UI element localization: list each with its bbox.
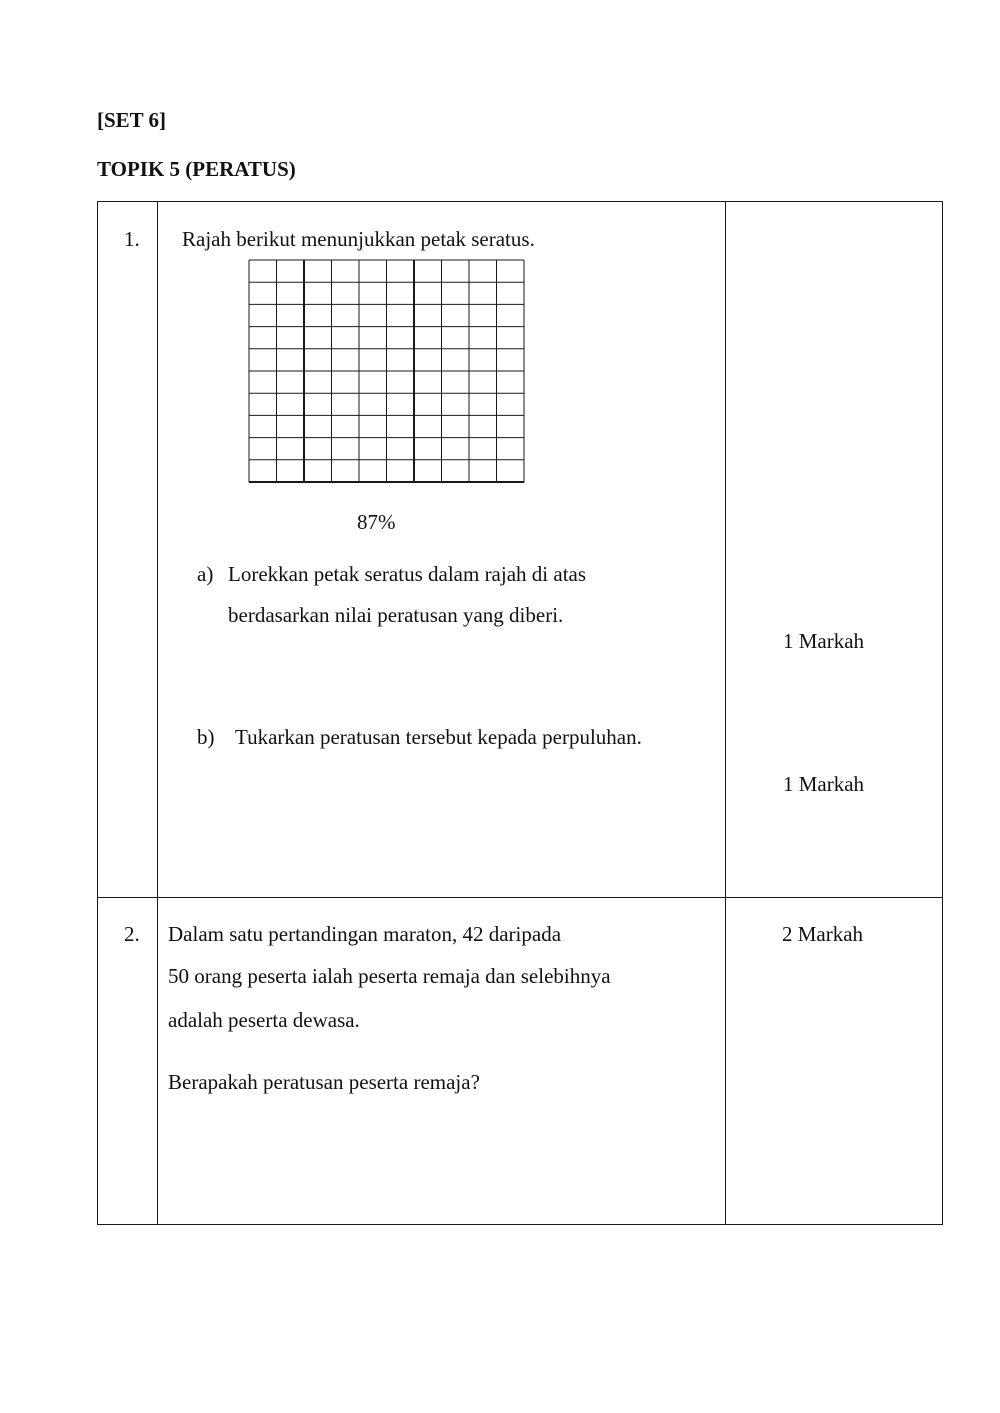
topic-title: TOPIK 5 (PERATUS) bbox=[97, 157, 296, 181]
part-b-label: b) bbox=[197, 725, 215, 749]
question-2-line-1: Dalam satu pertandingan maraton, 42 daripada bbox=[168, 922, 562, 946]
part-a-instruction-line-2: berdasarkan nilai peratusan yang diberi. bbox=[228, 603, 564, 627]
question-2-line-2: 50 orang peserta ialah peserta remaja dan selebihnya bbox=[168, 964, 611, 988]
question-2-marks: 2 Markah bbox=[782, 922, 864, 946]
question-2-line-3: adalah peserta dewasa. bbox=[168, 1008, 360, 1032]
percentage-value: 87% bbox=[357, 510, 396, 534]
set-label: [SET 6] bbox=[97, 108, 167, 132]
question-1-intro: Rajah berikut menunjukkan petak seratus. bbox=[182, 227, 535, 251]
question-table bbox=[97, 201, 943, 1225]
row-divider bbox=[98, 897, 942, 898]
question-2-question: Berapakah peratusan peserta remaja? bbox=[168, 1070, 480, 1094]
number-column-divider bbox=[157, 202, 158, 1224]
part-b-marks: 1 Markah bbox=[783, 772, 865, 796]
part-a-marks: 1 Markah bbox=[783, 629, 865, 653]
hundred-square-grid[interactable] bbox=[248, 259, 527, 485]
part-b-instruction: Tukarkan peratusan tersebut kepada perpuluhan. bbox=[235, 725, 642, 749]
marks-column-divider bbox=[725, 202, 726, 1224]
question-2-number: 2. bbox=[124, 922, 140, 946]
question-1-number: 1. bbox=[124, 227, 140, 251]
part-a-label: a) bbox=[197, 562, 214, 586]
part-a-instruction-line-1: Lorekkan petak seratus dalam rajah di atas bbox=[228, 562, 587, 586]
